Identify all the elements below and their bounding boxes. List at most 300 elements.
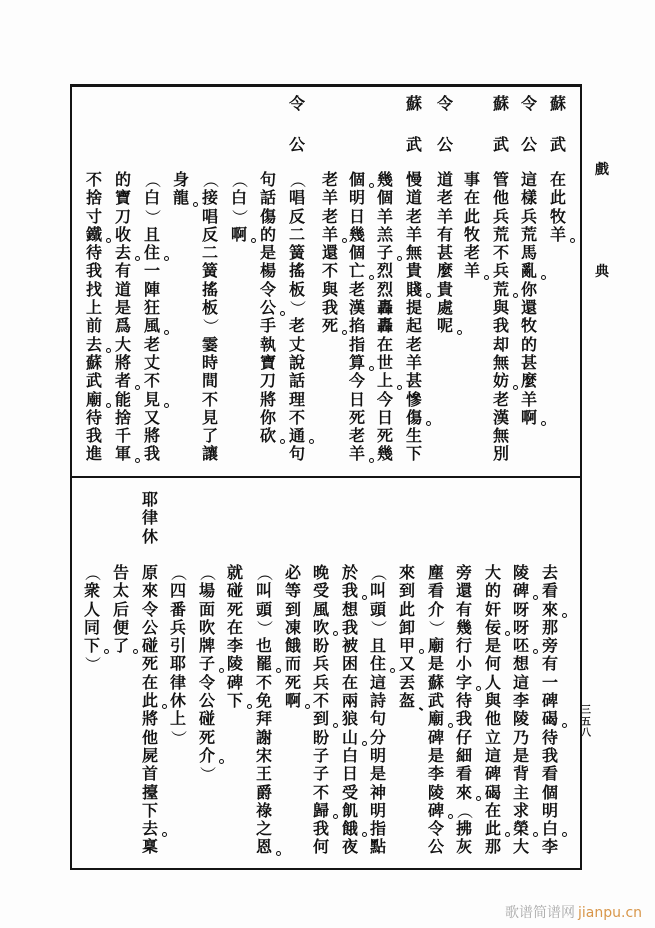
- glyph: 上: [169, 709, 186, 729]
- glyph: 上: [85, 298, 102, 318]
- glyph: 軍: [114, 444, 131, 464]
- glyph: 令: [520, 94, 537, 113]
- glyph: 人: [83, 599, 100, 619]
- glyph: 呸: [512, 636, 529, 656]
- glyph: 灰: [455, 837, 472, 857]
- glyph: 爲: [114, 316, 131, 336]
- glyph: 白: [541, 819, 558, 839]
- glyph: 看: [541, 764, 558, 784]
- glyph: 他: [492, 188, 509, 208]
- glyph: 首: [141, 764, 158, 784]
- glyph: 屍: [141, 745, 158, 765]
- glyph: 吹: [312, 617, 329, 637]
- script-column: [81, 564, 103, 674]
- glyph: 還: [520, 298, 537, 318]
- glyph: 到: [284, 599, 301, 619]
- glyph: 來: [141, 581, 158, 601]
- glyph: 啊: [230, 224, 247, 244]
- glyph: ）: [143, 208, 163, 225]
- glyph: 不: [312, 691, 329, 711]
- glyph: 我: [85, 426, 102, 446]
- glyph: 個: [541, 782, 558, 802]
- glyph: 我: [455, 709, 472, 729]
- script-column: [257, 171, 279, 445]
- glyph: 求: [512, 800, 529, 820]
- glyph: 有: [541, 654, 558, 674]
- glyph: 轟: [376, 316, 393, 336]
- glyph: 寶: [114, 188, 131, 208]
- glyph: 日: [376, 407, 393, 427]
- speaker-label: [403, 95, 425, 178]
- glyph: 歸: [312, 800, 329, 820]
- glyph: 烈: [376, 261, 393, 281]
- glyph: 山: [341, 727, 358, 747]
- glyph: 何: [312, 837, 329, 857]
- glyph: 卸: [398, 617, 415, 637]
- glyph: 在: [141, 672, 158, 692]
- glyph: 公: [520, 135, 537, 155]
- glyph: 死: [226, 599, 243, 619]
- glyph: 捨: [85, 188, 102, 208]
- script-column: [396, 564, 418, 710]
- glyph: 唱: [201, 206, 218, 226]
- glyph: 想: [512, 654, 529, 674]
- glyph: 就: [226, 563, 243, 582]
- glyph: 我: [541, 745, 558, 765]
- glyph: 陵: [512, 563, 529, 582]
- glyph: 羔: [376, 224, 393, 244]
- glyph: 后: [112, 599, 129, 619]
- glyph: 在: [376, 334, 393, 354]
- glyph: 那: [484, 837, 501, 857]
- glyph: 烈: [376, 279, 393, 299]
- glyph: 幾: [376, 170, 393, 189]
- glyph: 慘: [405, 389, 422, 409]
- glyph: 轟: [376, 298, 393, 318]
- glyph: 到: [398, 581, 415, 601]
- glyph: 千: [114, 426, 131, 446]
- glyph: 罷: [255, 654, 272, 674]
- glyph: 將: [259, 389, 276, 409]
- glyph: 不: [255, 672, 272, 692]
- glyph: 死: [284, 672, 301, 692]
- glyph: 碣: [541, 709, 558, 729]
- glyph: 碑: [226, 672, 243, 692]
- glyph: 等: [284, 581, 301, 601]
- glyph: 一: [541, 672, 558, 692]
- glyph: 下: [226, 691, 243, 711]
- glyph: 二: [288, 224, 305, 244]
- glyph: 恩: [255, 837, 272, 857]
- glyph: 句: [369, 709, 386, 729]
- glyph: 狂: [143, 298, 160, 318]
- script-column: [286, 171, 308, 464]
- glyph: 他: [141, 727, 158, 747]
- glyph: 身: [172, 170, 189, 189]
- script-column: [167, 564, 189, 747]
- glyph: ）: [230, 208, 250, 225]
- glyph: 世: [376, 352, 393, 372]
- glyph: 的: [484, 581, 501, 601]
- glyph: 前: [85, 316, 102, 336]
- glyph: ）: [83, 656, 103, 673]
- glyph: 碑: [427, 727, 444, 747]
- glyph: 頭: [255, 599, 272, 619]
- glyph: 碑: [541, 691, 558, 711]
- watermark-en: jianpu.cn: [578, 905, 643, 921]
- glyph: 叫: [369, 581, 386, 601]
- script-column: [310, 564, 332, 857]
- script-column: [510, 564, 532, 857]
- glyph: 李: [541, 837, 558, 857]
- glyph: 啊: [520, 407, 537, 427]
- glyph: 上: [376, 371, 393, 391]
- glyph: 武: [492, 135, 509, 155]
- glyph: 在: [226, 617, 243, 637]
- glyph: 楊: [259, 261, 276, 281]
- glyph: 個: [348, 243, 365, 263]
- glyph: 執: [259, 334, 276, 354]
- glyph: 句: [288, 444, 305, 464]
- glyph: 還: [321, 243, 338, 263]
- glyph: 廟: [427, 636, 444, 656]
- glyph: 管: [492, 170, 509, 189]
- glyph: 我: [492, 316, 509, 336]
- glyph: 手: [259, 316, 276, 336]
- glyph: 去: [541, 563, 558, 582]
- glyph: 賤: [405, 279, 422, 299]
- glyph: 在: [484, 800, 501, 820]
- glyph: 令: [436, 94, 453, 113]
- glyph: 反: [288, 206, 305, 226]
- glyph: 此: [398, 599, 415, 619]
- script-column: [196, 564, 218, 784]
- glyph: 蘇: [427, 672, 444, 692]
- glyph: 的: [259, 224, 276, 244]
- glyph: 今: [376, 389, 393, 409]
- glyph: 廟: [85, 389, 102, 409]
- glyph: 稟: [141, 837, 158, 857]
- glyph: 李: [226, 636, 243, 656]
- glyph: 去: [114, 243, 131, 263]
- glyph: 今: [348, 371, 365, 391]
- glyph: 砍: [259, 426, 276, 446]
- glyph: 介: [427, 599, 444, 619]
- glyph: 令: [427, 819, 444, 839]
- glyph: 在: [463, 188, 480, 208]
- glyph: 寸: [85, 206, 102, 226]
- glyph: 衆: [83, 581, 100, 601]
- glyph: ）: [427, 620, 447, 637]
- glyph: 拜: [255, 709, 272, 729]
- glyph: 羊: [348, 444, 365, 464]
- glyph: 來: [398, 563, 415, 582]
- glyph: 待: [455, 691, 472, 711]
- glyph: 老: [463, 243, 480, 263]
- glyph: 受: [312, 581, 329, 601]
- glyph: 詩: [369, 691, 386, 711]
- glyph: 無: [405, 243, 422, 263]
- glyph: 來: [455, 782, 472, 802]
- glyph: 受: [341, 782, 358, 802]
- script-column: [425, 564, 447, 857]
- glyph: 貴: [436, 279, 453, 299]
- glyph: 兵: [520, 206, 537, 226]
- script-column: [490, 171, 512, 464]
- glyph: 有: [436, 224, 453, 244]
- glyph: 且: [369, 636, 386, 656]
- script-column: [547, 171, 569, 244]
- glyph: 老: [492, 389, 509, 409]
- glyph: 晚: [312, 563, 329, 582]
- glyph: 塵: [427, 563, 444, 582]
- glyph: 他: [484, 709, 501, 729]
- glyph: 到: [312, 709, 329, 729]
- glyph: 讓: [201, 444, 218, 464]
- glyph: 幾: [455, 617, 472, 637]
- glyph: 兵: [492, 261, 509, 281]
- glyph: 甚: [520, 352, 537, 372]
- glyph: 神: [369, 782, 386, 802]
- speaker-label: [490, 95, 512, 178]
- glyph: 起: [405, 316, 422, 336]
- script-column: [539, 564, 561, 857]
- glyph: 日: [348, 389, 365, 409]
- glyph: 甲: [398, 636, 415, 656]
- glyph: 龍: [172, 188, 189, 208]
- glyph: 道: [436, 170, 453, 189]
- watermark: [505, 902, 642, 922]
- speaker-label: [547, 95, 569, 178]
- glyph: 面: [198, 599, 215, 619]
- glyph: 刀: [259, 371, 276, 391]
- glyph: 將: [143, 426, 160, 446]
- watermark-cn: 歌谱简谱网: [505, 905, 575, 921]
- glyph: 公: [259, 298, 276, 318]
- glyph: 無: [492, 426, 509, 446]
- glyph: 丈: [288, 334, 305, 354]
- glyph: 是: [114, 298, 131, 318]
- glyph: 死: [141, 654, 158, 674]
- glyph: 老: [436, 188, 453, 208]
- glyph: 白: [143, 188, 160, 208]
- glyph: 餓: [284, 636, 301, 656]
- glyph: 下: [83, 636, 100, 656]
- glyph: 看: [455, 764, 472, 784]
- glyph: 牌: [198, 636, 215, 656]
- glyph: 去: [85, 334, 102, 354]
- glyph: 丈: [143, 352, 160, 372]
- glyph: 何: [484, 654, 501, 674]
- glyph: 此: [549, 188, 566, 208]
- glyph: 陵: [427, 782, 444, 802]
- glyph: 能: [114, 389, 131, 409]
- glyph: 明: [541, 800, 558, 820]
- glyph: 你: [520, 279, 537, 299]
- glyph: 句: [259, 170, 276, 189]
- glyph: 耶: [141, 490, 158, 509]
- glyph: 場: [198, 581, 215, 601]
- glyph: 子: [376, 243, 393, 263]
- glyph: 風: [143, 316, 160, 336]
- glyph: 生: [405, 426, 422, 446]
- glyph: 荒: [492, 279, 509, 299]
- glyph: 漢: [492, 407, 509, 427]
- script-column: [139, 564, 161, 857]
- glyph: 祿: [255, 800, 272, 820]
- glyph: 夜: [341, 837, 358, 857]
- glyph: 待: [85, 243, 102, 263]
- glyph: 立: [484, 727, 501, 747]
- script-column: [253, 564, 275, 857]
- glyph: 你: [259, 407, 276, 427]
- glyph: ）: [369, 620, 389, 637]
- glyph: 老: [288, 316, 305, 336]
- glyph: 見: [201, 407, 218, 427]
- glyph: （: [169, 565, 189, 582]
- glyph: 明: [348, 188, 365, 208]
- glyph: 不: [312, 782, 329, 802]
- glyph: 看: [427, 581, 444, 601]
- glyph: 八: [581, 728, 591, 739]
- script-column: [228, 171, 250, 244]
- glyph: 妨: [492, 371, 509, 391]
- glyph: 蘇: [85, 352, 102, 372]
- glyph: 待: [541, 727, 558, 747]
- glyph: 馬: [520, 243, 537, 263]
- glyph: 呀: [512, 599, 529, 619]
- script-column: [339, 564, 361, 857]
- glyph: 算: [348, 352, 365, 372]
- glyph: 碰: [198, 709, 215, 729]
- glyph: 丟: [398, 672, 415, 692]
- glyph: 的: [114, 170, 131, 189]
- glyph: 住: [369, 654, 386, 674]
- glyph: 接: [201, 188, 218, 208]
- glyph: 個: [376, 188, 393, 208]
- glyph: 細: [455, 745, 472, 765]
- glyph: 死: [321, 316, 338, 336]
- glyph: ）: [201, 318, 221, 335]
- glyph: 碑: [512, 581, 529, 601]
- glyph: 這: [484, 745, 501, 765]
- glyph: ）: [255, 620, 275, 637]
- glyph: 此: [463, 206, 480, 226]
- glyph: 旁: [541, 636, 558, 656]
- glyph: 是: [369, 764, 386, 784]
- glyph: （: [198, 565, 218, 582]
- glyph: 榮: [512, 819, 529, 839]
- glyph: 休: [169, 691, 186, 711]
- glyph: 在: [549, 170, 566, 189]
- glyph: 甚: [436, 243, 453, 263]
- glyph: 啊: [284, 691, 301, 711]
- glyph: 來: [541, 599, 558, 619]
- glyph: 令: [288, 94, 305, 113]
- glyph: （: [83, 565, 103, 582]
- script-column: [346, 171, 368, 464]
- glyph: 亡: [348, 261, 365, 281]
- glyph: 幾: [348, 224, 365, 244]
- glyph: 羊: [549, 224, 566, 244]
- script-column: [170, 171, 192, 208]
- glyph: 蘇: [492, 94, 509, 113]
- glyph: 無: [492, 352, 509, 372]
- glyph: 太: [112, 581, 129, 601]
- glyph: 飢: [341, 800, 358, 820]
- glyph: 看: [541, 581, 558, 601]
- script-column: [434, 171, 456, 336]
- glyph: 荒: [520, 224, 537, 244]
- glyph: 見: [143, 389, 160, 409]
- glyph: 了: [201, 426, 218, 446]
- glyph: 同: [83, 617, 100, 637]
- glyph: 兵: [312, 672, 329, 692]
- glyph: 不: [492, 243, 509, 263]
- glyph: 蘇: [549, 94, 566, 113]
- speaker-label: [518, 95, 540, 178]
- glyph: 告: [112, 563, 129, 582]
- glyph: 呀: [512, 617, 529, 637]
- glyph: 板: [201, 298, 218, 318]
- glyph: 免: [255, 691, 272, 711]
- glyph: 必: [284, 563, 301, 582]
- glyph: 武: [549, 135, 566, 155]
- glyph: 三: [581, 705, 591, 716]
- glyph: （: [288, 172, 308, 189]
- glyph: 公: [141, 617, 158, 637]
- glyph: 霎: [201, 334, 218, 354]
- glyph: 四: [169, 581, 186, 601]
- glyph: 大: [512, 837, 529, 857]
- glyph: 是: [427, 654, 444, 674]
- glyph: 羊: [463, 261, 480, 281]
- glyph: 這: [369, 672, 386, 692]
- glyph: 子: [312, 764, 329, 784]
- glyph: 人: [484, 672, 501, 692]
- glyph: 簧: [288, 243, 305, 263]
- glyph: 盔: [398, 691, 415, 711]
- glyph: 公: [288, 135, 305, 155]
- glyph: 又: [398, 654, 415, 674]
- glyph: 寶: [259, 352, 276, 372]
- glyph: （: [369, 565, 389, 582]
- glyph: 白: [341, 745, 358, 765]
- glyph: 盼: [312, 636, 329, 656]
- glyph: 奸: [484, 599, 501, 619]
- glyph: 者: [114, 371, 131, 391]
- script-column: [112, 171, 134, 464]
- glyph: 公: [198, 691, 215, 711]
- glyph: 鐵: [85, 224, 102, 244]
- glyph: 去: [141, 819, 158, 839]
- glyph: 亂: [520, 261, 537, 281]
- glyph: 我: [321, 298, 338, 318]
- glyph: 死: [348, 407, 365, 427]
- glyph: 陣: [143, 279, 160, 299]
- glyph: 呢: [436, 316, 453, 336]
- glyph: 分: [369, 727, 386, 747]
- glyph: 陵: [512, 709, 529, 729]
- script-column: [403, 171, 425, 464]
- glyph: 碰: [141, 636, 158, 656]
- glyph: 簧: [201, 261, 218, 281]
- glyph: 事: [463, 170, 480, 189]
- glyph: 收: [114, 224, 131, 244]
- glyph: 公: [427, 837, 444, 857]
- glyph: 且: [143, 224, 160, 244]
- glyph: 找: [85, 279, 102, 299]
